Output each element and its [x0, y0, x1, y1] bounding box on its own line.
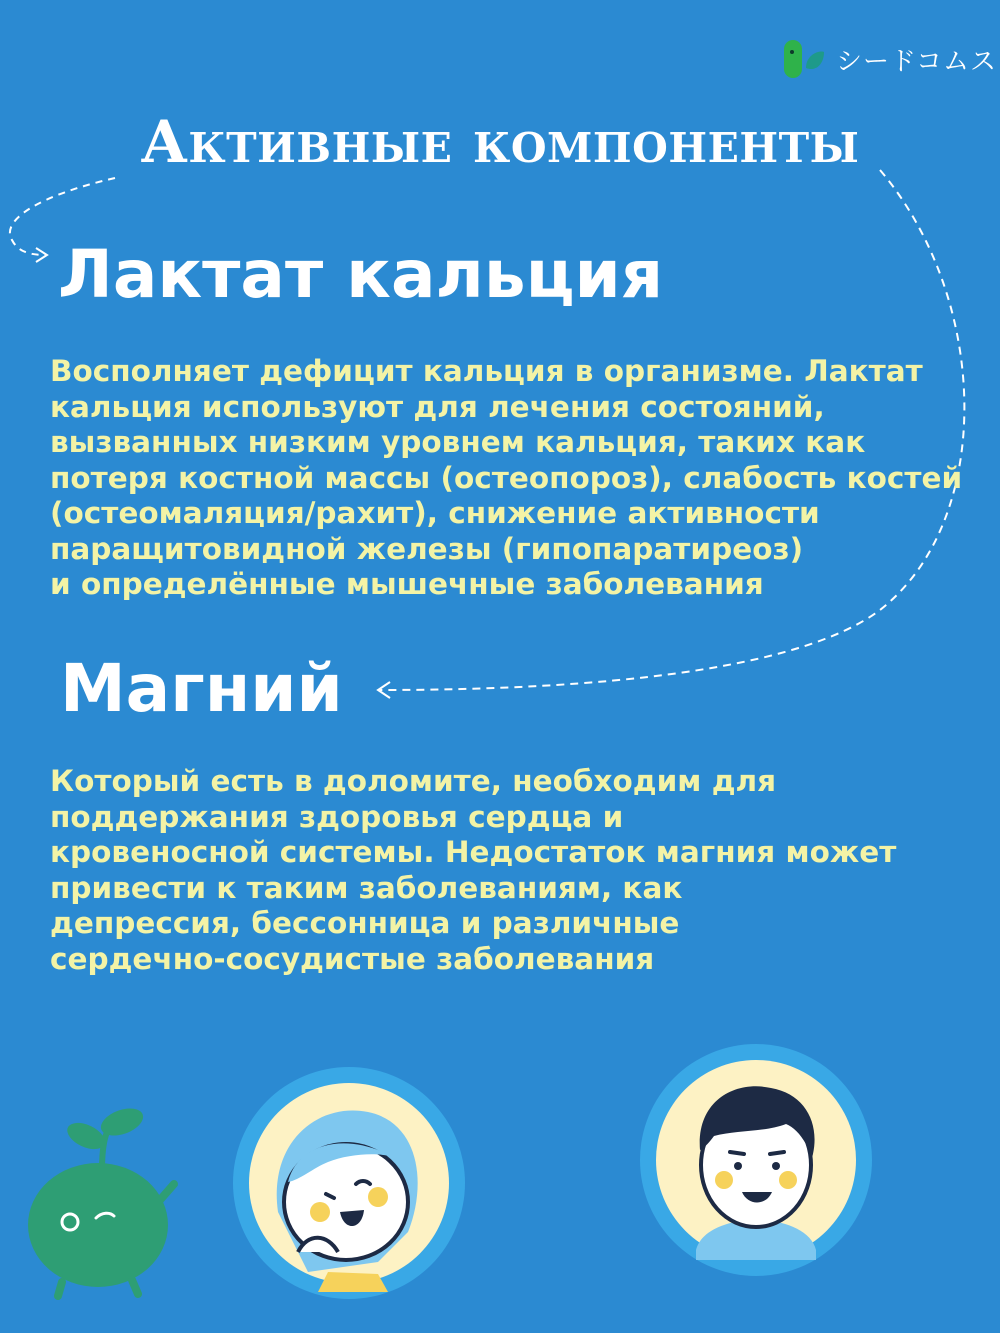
body-line: кальция используют для лечения состояний,	[50, 389, 825, 424]
girl-portrait-illustration	[228, 1062, 470, 1304]
sprout-mascot-illustration	[22, 1100, 182, 1300]
body-line: Который есть в доломите, необходим для	[50, 764, 777, 798]
body-line: поддержания здоровья сердца и	[50, 799, 624, 834]
body-line: кровеносной системы. Недостаток магния может	[50, 835, 897, 869]
body-line: паращитовидной железы (гипопаратиреоз)	[50, 531, 804, 566]
man-portrait-illustration	[636, 1040, 876, 1280]
body-line: привести к таким заболеваниям, как	[50, 870, 683, 905]
body-line: и определённые мышечные заболевания	[50, 567, 764, 601]
body-line: депрессия, бессонница и различные	[50, 906, 680, 940]
body-line: Восполняет дефицит кальция в организме. Лактат	[50, 354, 923, 388]
logo-text: シードコムス	[836, 46, 997, 77]
section-heading-calcium: Лактат кальция	[58, 236, 664, 313]
body-line: (остеомаляция/рахит), снижение активности	[50, 496, 820, 530]
body-line: вызванных низким уровнем кальция, таких как	[50, 425, 866, 459]
section-heading-magnesium: Магний	[60, 650, 343, 727]
page-title: Активные компоненты	[140, 108, 860, 176]
brand-logo	[782, 38, 997, 80]
body-line: потеря костной массы (остеопороз), слабость костей	[50, 460, 963, 495]
body-line: сердечно-сосудистые заболевания	[50, 941, 655, 976]
section-body-calcium	[50, 354, 962, 603]
seed-logo-icon	[782, 38, 826, 80]
section-body-magnesium	[50, 764, 896, 977]
